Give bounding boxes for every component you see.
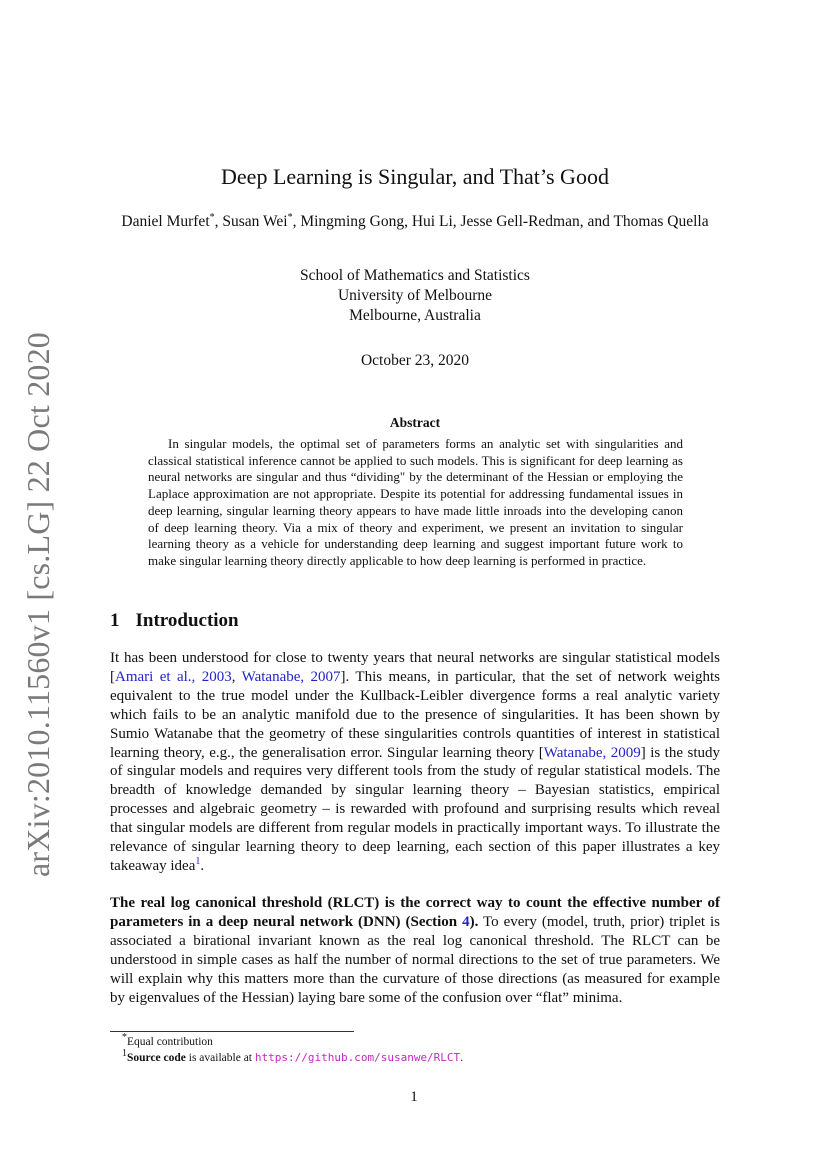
footnote-bold: Source code bbox=[127, 1052, 186, 1064]
bold-lead: ). bbox=[469, 913, 479, 930]
footnote-text: is available at bbox=[185, 1052, 255, 1064]
footnote bbox=[122, 1032, 722, 1050]
author-list bbox=[110, 212, 720, 232]
citation-link[interactable]: Watanabe, 2007 bbox=[241, 668, 341, 685]
author-others: , Mingming Gong, Hui Li, Jesse Gell-Redman, and Thomas Quella bbox=[292, 213, 709, 230]
page-number: 1 bbox=[410, 1089, 418, 1105]
section-heading bbox=[110, 610, 239, 632]
equal-contribution-mark: * bbox=[287, 211, 293, 223]
footnotes bbox=[122, 1032, 722, 1066]
author-wei: , Susan Wei bbox=[214, 213, 288, 230]
citation-link[interactable]: Watanabe, 2009 bbox=[543, 744, 641, 761]
text-run: It has been understood for close to twenty years that neural networks are singular statistical models [ bbox=[110, 650, 720, 685]
footnote-text: Equal contribution bbox=[127, 1036, 213, 1048]
affiliation bbox=[110, 266, 720, 326]
text-run: ]. This means, in particular, that the set of network weights equivalent to the true model under the Kullback-Leibler divergence forms a real analytic variety which fails to be an analytic manifold due to the presence of singularities. It has been shown by Sumio Watanabe that the geometry of these singularities controls quantities of interest in statistical learning theory, e.g., the generalisation error. Singular learning theory [ bbox=[110, 668, 720, 761]
affiliation-line: University of Melbourne bbox=[337, 287, 493, 304]
abstract-heading: Abstract bbox=[389, 415, 441, 430]
arxiv-stamp-text: arXiv:2010.11560v1 [cs.LG] 22 Oct 2020 bbox=[19, 331, 56, 877]
intro-paragraph bbox=[110, 649, 720, 876]
text-run: , bbox=[231, 668, 242, 685]
text-run: . bbox=[200, 857, 205, 874]
section-ref-link[interactable]: 4 bbox=[462, 913, 470, 930]
paper-title: Deep Learning is Singular, and That’s Good bbox=[221, 164, 609, 189]
arxiv-stamp bbox=[19, 331, 56, 877]
source-code-link[interactable]: https://github.com/susanwe/RLCT bbox=[254, 1051, 461, 1064]
author-murfet: Daniel Murfet bbox=[121, 213, 210, 230]
footnote-mark: 1 bbox=[122, 1048, 127, 1060]
citation-link[interactable]: Amari et al., 2003 bbox=[115, 668, 232, 685]
bold-lead: The real log canonical threshold (RLCT) is the correct way to count the effective number of parameters in a deep neural network (DNN) (Section bbox=[110, 895, 720, 930]
text-run: ] is the study of singular models and requires very different tools from the study of regular statistical models. The breadth of knowledge demanded by singular learning theory – Bayesian statistics, empirical processes and algebraic geometry – is rewarded with profound and surprising results which reveal that singular models are different from regular models in practically important ways. To illustrate the relevance of singular learning theory to deep learning, each section of this paper illustrates a key takeaway idea bbox=[110, 744, 720, 874]
affiliation-line: Melbourne, Australia bbox=[349, 307, 481, 324]
text-run: To every (model, truth, prior) triplet is associated a birational invariant known as the real log canonical threshold. The RLCT can be understood in simple cases as half the number of normal directions to the set of true parameters. We will explain why this matters more than the curvature of those directions (as measured for example by eigenvalues of the Hessian) laying bare some of the confusion over “flat” minima. bbox=[110, 913, 721, 1006]
footnote-mark: * bbox=[122, 1032, 127, 1044]
equal-contribution-mark: * bbox=[209, 211, 215, 223]
affiliation-line: School of Mathematics and Statistics bbox=[300, 267, 530, 284]
footnote-link[interactable]: 1 bbox=[195, 855, 201, 867]
paper-date: October 23, 2020 bbox=[360, 352, 470, 369]
footnote-rule bbox=[110, 1031, 354, 1032]
footnote-text: . bbox=[460, 1052, 464, 1064]
section-title: Introduction bbox=[135, 610, 239, 631]
abstract-text: In singular models, the optimal set of parameters forms an analytic set with singularities and classical statistical inference cannot be applied to such models. This is significant for deep learning as neural networks are singular and thus “dividing" by the determinant of the Hessian or employing the Laplace approximation are not appropriate. Despite its potential for addressing fundamental issues in deep learning, singular learning theory appears to have made little inroads into the developing canon of deep learning theory. Via a mix of theory and experiment, we present an invitation to singular learning theory as a vehicle for understanding deep learning and suggest important future work to make singular learning theory directly applicable to how deep learning is performed in practice. bbox=[148, 436, 683, 568]
rlct-paragraph bbox=[110, 894, 720, 1007]
footnote bbox=[122, 1050, 722, 1066]
section-number: 1 bbox=[110, 610, 120, 631]
